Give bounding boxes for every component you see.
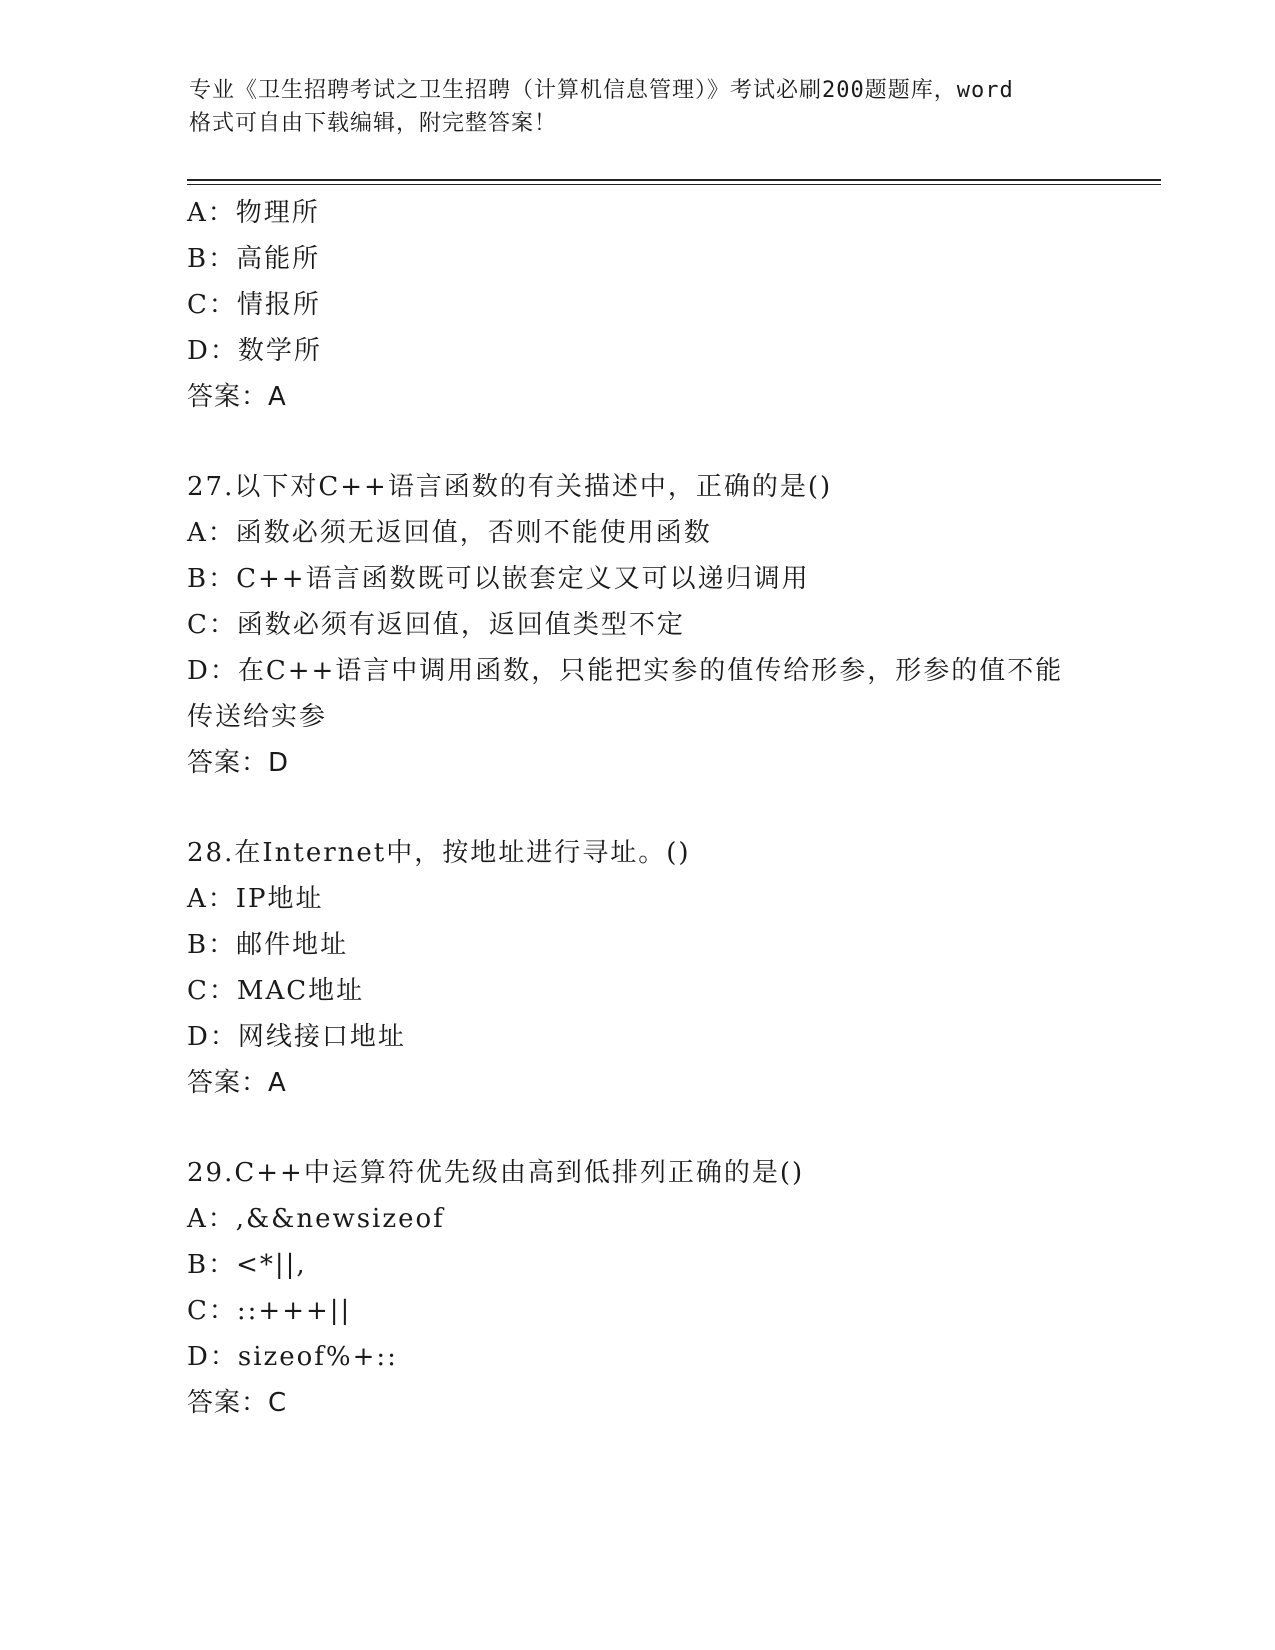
spacer (187, 420, 1107, 464)
option-a: A：函数必须无返回值，否则不能使用函数 (187, 518, 712, 548)
question-text: 27.以下对C++语言函数的有关描述中，正确的是() (187, 472, 833, 502)
option-b: B：C++语言函数既可以嵌套定义又可以递归调用 (187, 564, 810, 594)
header-rule-thin (187, 184, 1161, 185)
option-b: B：<*||, (187, 1250, 307, 1280)
question-list (187, 190, 1107, 1426)
option-c: C：::+++|| (187, 1296, 352, 1326)
option-c: C：函数必须有返回值，返回值类型不定 (187, 610, 685, 640)
question-29 (187, 1150, 1107, 1426)
question-text: 29.C++中运算符优先级由高到低排列正确的是() (187, 1158, 805, 1188)
header-line-2: 格式可自由下载编辑，附完整答案！ (189, 111, 558, 136)
option-b: B：高能所 (187, 244, 321, 274)
answer-line: 答案：A (187, 1068, 287, 1098)
option-a: A：物理所 (187, 198, 320, 228)
option-d: D：数学所 (187, 336, 322, 366)
question-27 (187, 464, 1107, 786)
option-a: A：,&&newsizeof (187, 1204, 445, 1234)
spacer (187, 786, 1107, 830)
question-26 (187, 190, 1107, 420)
header-line-1: 专业《卫生招聘考试之卫生招聘（计算机信息管理）》考试必刷200题题库，word (189, 78, 1014, 103)
option-d: D：sizeof%+:: (187, 1342, 398, 1372)
option-c: C：MAC地址 (187, 976, 365, 1006)
option-b: B：邮件地址 (187, 930, 349, 960)
option-d: D：网线接口地址 (187, 1022, 406, 1052)
answer-line: 答案：D (187, 748, 290, 778)
option-d: D：在C++语言中调用函数，只能把实参的值传给形参，形参的值不能 (187, 656, 1064, 686)
option-c: C：情报所 (187, 290, 321, 320)
question-text: 28.在Internet中，按地址进行寻址。() (187, 838, 691, 868)
option-a: A：IP地址 (187, 884, 324, 914)
answer-line: 答案：A (187, 382, 287, 412)
question-28 (187, 830, 1107, 1106)
answer-line: 答案：C (187, 1388, 288, 1418)
document-header (189, 74, 1089, 140)
spacer (187, 1106, 1107, 1150)
header-rule-thick (187, 179, 1161, 181)
option-d-continuation: 传送给实参 (187, 702, 328, 732)
